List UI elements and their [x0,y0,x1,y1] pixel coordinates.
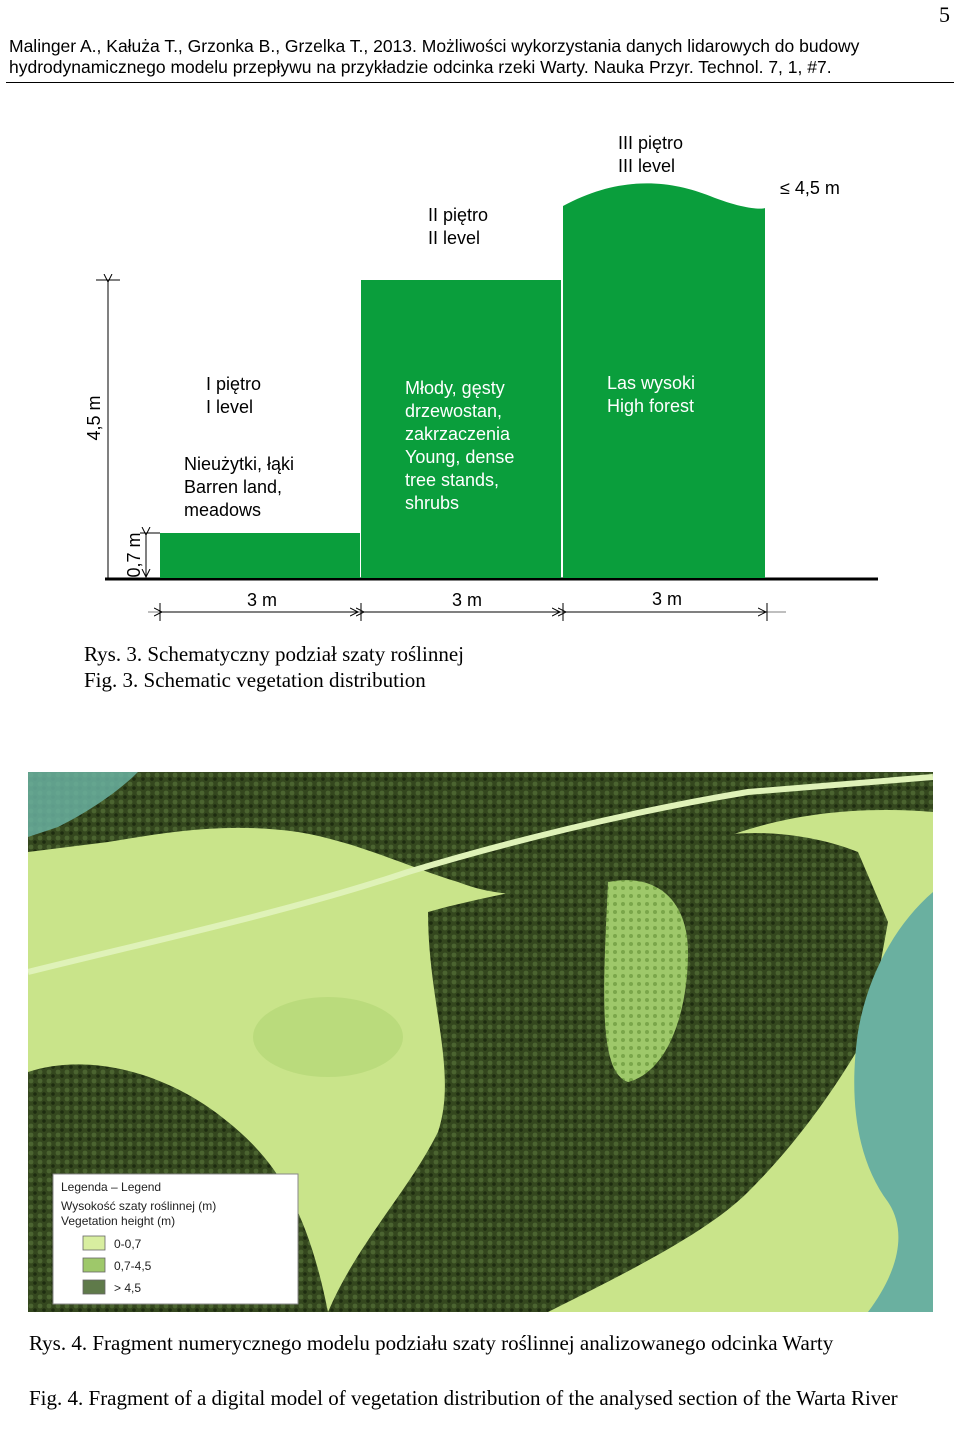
level-2-desc-line-6: shrubs [405,493,460,513]
level-1-desc-line-2: Barren land, [184,477,283,497]
width-label-2: 3 m [451,590,483,610]
figure-4-caption-en: Fig. 4. Fragment of a digital model of vegetation distribution of the analysed section of the Warta River [29,1386,898,1410]
citation-header [9,36,954,78]
figure-3-caption-pl: Rys. 3. Schematyczny podział szaty roślinnej [84,642,464,666]
level-2-heading-en: II level [428,228,481,248]
level-2-desc-line-3: zakrzaczenia [405,424,511,444]
level-1-heading-en: I level [206,397,254,417]
width-label-3: 3 m [651,589,683,609]
level-2-desc-line-4: Young, dense [405,447,515,467]
level-2-desc-line-2: drzewostan, [405,401,503,421]
level-1-block [160,533,360,578]
legend-label-low: 0-0,7 [114,1237,142,1251]
legend-swatch-high [83,1280,105,1294]
height-axis-label: 4,5 m [84,395,104,441]
legend-label-medium: 0,7-4,5 [114,1259,152,1273]
width-label-1: 3 m [246,590,278,610]
legend-swatch-medium [83,1258,105,1272]
level-2-desc-line-5: tree stands, [405,470,500,490]
vegetation-map [28,772,933,1312]
level-2-heading-pl: II piętro [428,205,489,225]
young-stand-patch [253,997,403,1077]
level-2-desc-line-1: Młody, gęsty [405,378,505,398]
figure-3-caption-en: Fig. 3. Schematic vegetation distribution [84,668,426,692]
figure-3-diagram [0,100,960,630]
legend-subtitle-en: Vegetation height (m) [61,1214,176,1228]
legend-subtitle-pl: Wysokość szaty roślinnej (m) [61,1199,217,1213]
figure-4-caption-pl: Rys. 4. Fragment numerycznego modelu podziału szaty roślinnej analizowanego odcinka Warty [29,1331,834,1355]
level-3-heading-pl: III piętro [618,133,684,153]
map-legend [53,1174,298,1304]
legend-swatch-low [83,1236,105,1250]
citation-line-2: hydrodynamicznego modelu przepływu na przykładzie odcinka rzeki Warty. Nauka Przyr. Technol. 7, 1, #7. [9,57,832,77]
level-3-desc-line-1: Las wysoki [607,373,696,393]
header-rule [6,82,954,83]
threshold-label: ≤ 4,5 m [780,178,840,198]
level-1-desc-line-3: meadows [184,500,262,520]
small-height-label: 0,7 m [124,532,144,578]
level-3-heading-en: III level [618,156,676,176]
citation-line-1: Malinger A., Kałuża T., Grzonka B., Grzelka T., 2013. Możliwości wykorzystania danych lidarowych do budowy [9,36,860,56]
legend-title: Legenda – Legend [61,1180,162,1194]
page-number: 5 [939,2,950,27]
level-1-heading-pl: I piętro [206,374,262,394]
legend-label-high: > 4,5 [114,1281,142,1295]
level-1-desc-line-1: Nieużytki, łąki [184,454,295,474]
level-3-desc-line-2: High forest [607,396,695,416]
